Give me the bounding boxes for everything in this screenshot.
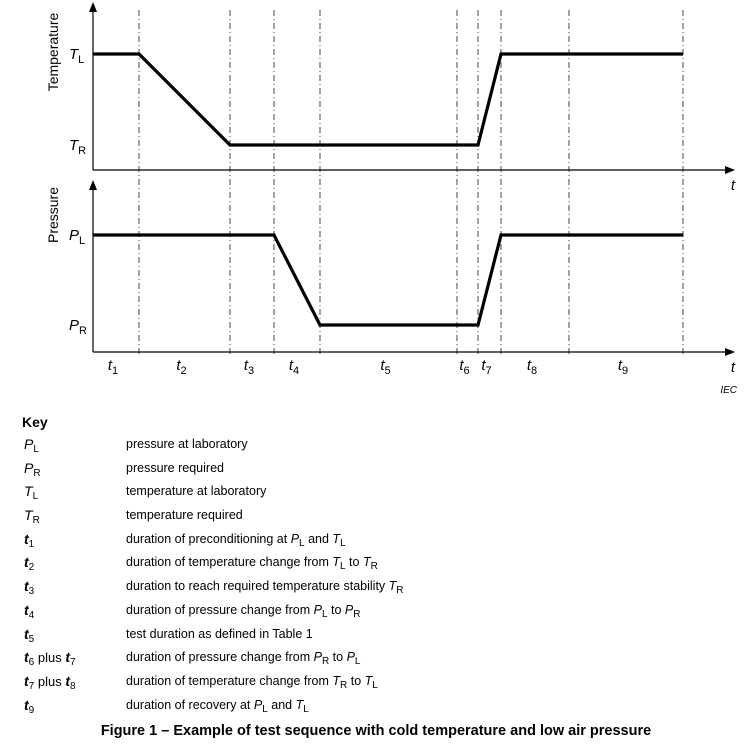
temperature-x-label: t — [730, 177, 736, 194]
key-row — [22, 673, 742, 697]
key-heading: Key — [22, 414, 48, 430]
key-section — [22, 414, 742, 720]
interval-label-5: $t_5$ — [380, 357, 391, 377]
key-row — [22, 578, 742, 602]
key-description: duration of temperature change from $T_R$ to $T_L$ — [126, 673, 378, 691]
pressure-axis-title: Pressure — [45, 186, 61, 244]
key-symbol: $T_R$ — [24, 507, 40, 527]
key-row — [22, 460, 742, 484]
key-description: duration to reach required temperature stability $T_R$ — [126, 579, 404, 597]
key-description: duration of pressure change from $P_R$ to $P_L$ — [126, 650, 361, 668]
key-description: duration of recovery at $P_L$ and $T_L$ — [126, 697, 309, 715]
pressure-y-axis-arrow — [89, 180, 97, 190]
key-description: temperature at laboratory — [126, 484, 267, 499]
key-description: temperature required — [126, 508, 243, 523]
key-row — [22, 483, 742, 507]
pressure-profile-line — [93, 235, 683, 325]
key-symbol: $T_L$ — [24, 483, 39, 503]
key-description: duration of temperature change from $T_L$ to $T_R$ — [126, 555, 378, 573]
interval-label-1: $t_1$ — [107, 357, 119, 377]
temperature-y-axis-arrow — [89, 2, 97, 12]
pressure-level-low-label: $P_R$ — [69, 317, 87, 337]
pressure-x-axis-arrow — [725, 348, 735, 356]
pressure-x-label: t — [730, 359, 736, 376]
key-row — [22, 602, 742, 626]
key-row — [22, 507, 742, 531]
iec-source-tag: IEC — [720, 385, 737, 396]
temperature-axis-title: Temperature — [45, 12, 61, 92]
interval-label-4: $t_4$ — [288, 357, 300, 377]
key-symbol: $t_7$ plus $t_8$ — [24, 672, 76, 692]
key-row — [22, 697, 742, 721]
key-row — [22, 436, 742, 460]
temperature-level-high-label: $T_L$ — [69, 46, 85, 66]
temperature-level-low-label: $T_R$ — [69, 137, 87, 157]
key-row — [22, 554, 742, 578]
key-symbol: $t_1$ — [24, 530, 35, 550]
interval-label-3: $t_3$ — [243, 357, 255, 377]
key-symbol: $t_4$ — [24, 601, 35, 621]
key-row — [22, 649, 742, 673]
figure-caption: Figure 1 – Example of test sequence with cold temperature and low air pressure — [100, 723, 652, 739]
key-symbol: $P_L$ — [24, 436, 39, 455]
temperature-x-axis-arrow — [725, 166, 735, 174]
key-description: test duration as defined in Table 1 — [126, 626, 313, 641]
interval-label-6: $t_6$ — [459, 357, 470, 377]
key-description: pressure at laboratory — [126, 437, 248, 451]
interval-label-8: $t_8$ — [526, 357, 538, 377]
key-symbol: $t_9$ — [24, 696, 35, 716]
key-symbol: $t_6$ plus $t_7$ — [24, 649, 76, 669]
key-symbol: $P_R$ — [24, 459, 41, 479]
key-row — [22, 531, 742, 555]
key-description: pressure required — [126, 460, 224, 475]
key-description: duration of preconditioning at $P_L$ and $T_L$ — [126, 531, 346, 549]
key-symbol: $t_5$ — [24, 625, 35, 645]
interval-label-9: $t_9$ — [617, 357, 629, 377]
interval-label-7: $t_7$ — [481, 357, 492, 377]
key-rows — [22, 436, 742, 720]
temperature-profile-line — [93, 54, 683, 145]
interval-label-2: $t_2$ — [176, 357, 187, 377]
key-description: duration of pressure change from $P_L$ to $P_R$ — [126, 602, 361, 620]
key-row — [22, 626, 742, 650]
pressure-level-high-label: $P_L$ — [69, 227, 86, 247]
key-symbol: $t_2$ — [24, 554, 35, 574]
key-symbol: $t_3$ — [24, 578, 35, 598]
